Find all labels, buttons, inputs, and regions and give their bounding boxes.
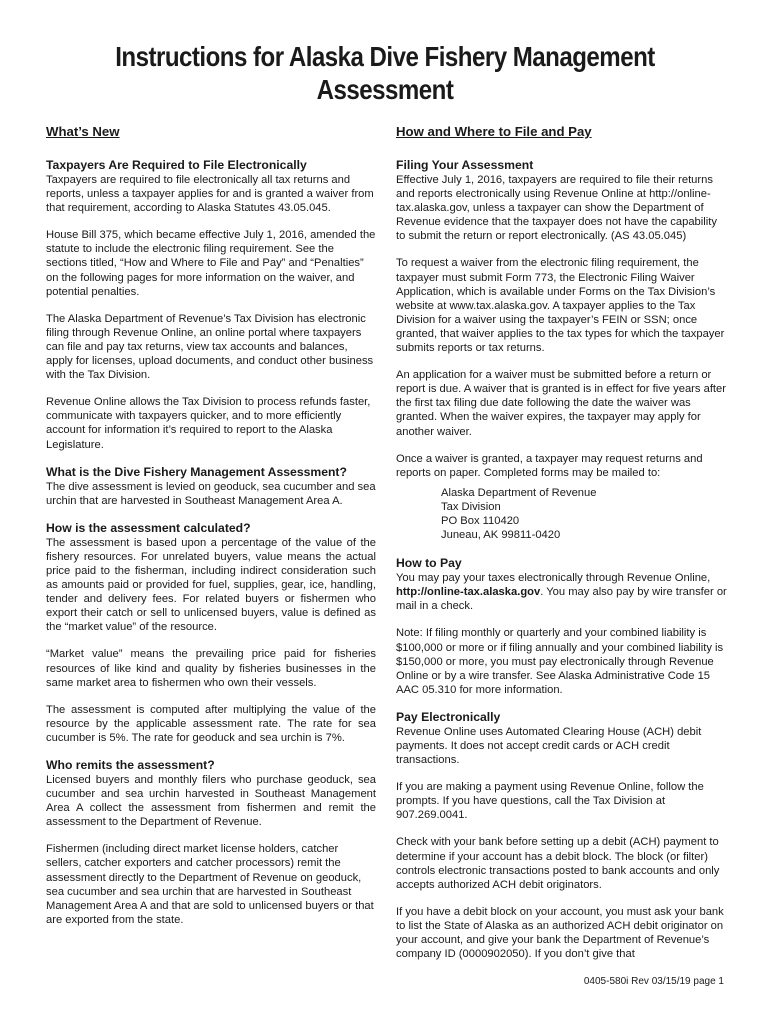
filing-paragraph-3: An application for a waiver must be submitted before a return or report is due. A waiver that is granted is in effect for five years after the first tax filing due date following the date the waiver was granted. When the waiver expires, the taxpayer may apply for another waiver. [396,369,726,438]
calculation-subheading: How is the assessment calculated? [46,520,251,535]
address-line: Alaska Department of Revenue [441,486,597,499]
pay-electronically-paragraph-1: Revenue Online uses Automated Clearing House (ACH) debit payments. It does not accept credit cards or ACH credit transactions. [396,725,702,767]
page-footer: 0405-580i Rev 03/15/19 page 1 [583,976,724,987]
revenue-online-link[interactable]: http://online-tax.alaska.gov [396,586,541,599]
address-line: Tax Division [441,500,501,513]
pay-electronically-paragraph-2: If you are making a payment using Revenue Online, follow the prompts. If you have questions, call the Tax Division at 907.269.0041. [396,781,704,822]
mailing-address [441,486,728,542]
calculation-paragraph-1: The assessment is based upon a percentage of the value of the fishery resources. For unrelated buyers, value means the actual price paid to the fisherman, including indirect consideration such as amounts paid or provided for fuel, supplies, gear, ice, handling, tender and delivery fees. For related buyers or fishermen who export their catch or sell to unlicensed buyers, value is defined as the “market value” of the resource. [46,536,376,634]
calculation-paragraph-3: The assessment is computed after multiplying the value of the resource by the applicable assessment rate. The rate for sea cucumber is 5%. The rate for geoduck and sea urchin is 7%. [46,703,376,744]
address-line: Juneau, AK 99811-0420 [441,529,561,542]
whats-new-heading: What’s New [46,124,120,139]
filing-paragraph-4: Once a waiver is granted, a taxpayer may request returns and reports on paper. Completed forms may be mailed to: [396,452,703,479]
filing-subheading: Filing Your Assessment [396,158,534,172]
left-column [46,124,376,940]
how-to-pay-paragraph-1 [396,571,728,613]
calculation-paragraph-2: “Market value” means the prevailing price paid for fisheries resources of like kind and quality by fisheries businesses in the same market area to fishermen who own their vessels. [46,648,376,689]
e-filing-paragraph-3: The Alaska Department of Revenue’s Tax Division has electronic filing through Revenue Online, an online portal where taxpayers can file and pay tax returns, view tax accounts and balances, apply for licenses, upload documents, and conduct other business with the Tax Division. [46,312,374,382]
filing-paragraph-1: Effective July 1, 2016, taxpayers are required to file their returns and reports electronically using Revenue Online at http://online-tax.alaska.gov, unless a taxpayer can show the Department of Revenue evidence that the taxpayer does not have the capability to submit the return or report electronically. (AS 43.05.045) [396,174,717,243]
how-to-pay-text-b: . You may also pay by wire transfer or mail in a check. [396,586,727,613]
assessment-definition-paragraph: The dive assessment is levied on geoduck, sea cucumber and sea urchin that are harvested in Southeast Management Area A. [46,480,376,507]
address-line: PO Box 110420 [441,514,520,527]
how-to-pay-subheading: How to Pay [396,556,462,571]
how-to-pay-paragraph-2: Note: If filing monthly or quarterly and your combined liability is $100,000 or more or if filing annually and your combined liability is $150,000 or more, you must pay electronically through Revenue Online or by a wire transfer. See Alaska Administrative Code 15 AAC 05.310 for more information. [396,627,724,696]
remitter-paragraph-1: Licensed buyers and monthly filers who purchase geoduck, sea cucumber and sea urchin harvested in Southeast Management Area A collect the assessment from fishermen and remit the assessment to the Department of Revenue. [46,774,376,829]
file-and-pay-heading: How and Where to File and Pay [396,124,592,139]
pay-electronically-paragraph-4: If you have a debit block on your account, you must ask your bank to list the State of Alaska as an authorized ACH debit originator on your account, and give your bank the Department of Revenue’s company ID (0000902050). If you don’t give that [396,905,724,961]
title-line-2: Assessment [316,74,454,105]
pay-electronically-subheading: Pay Electronically [396,709,501,724]
filing-paragraph-2: To request a waiver from the electronic filing requirement, the taxpayer must submit Form 773, the Electronic Filing Waiver Application, which is available under Forms on the Tax Division’s website at www.tax.alaska.gov. A taxpayer applies to the Tax Division for a waiver using the taxpayer’s FEIN or SSN; once granted, that waiver applies to the tax types for which the taxpayer submits reports or tax returns. [396,257,725,355]
remitter-subheading: Who remits the assessment? [46,758,215,772]
e-filing-paragraph-4: Revenue Online allows the Tax Division to process refunds faster, communicate with taxpayers quicker, and to more efficiently account for information it’s required to report to the Alaska Legislature. [46,396,371,451]
title-line-1: Instructions for Alaska Dive Fishery Management [115,41,655,72]
how-to-pay-text-a: You may pay your taxes electronically through Revenue Online, [396,572,711,585]
assessment-definition-subheading: What is the Dive Fishery Management Assessment? [46,464,347,479]
remitter-paragraph-2: Fishermen (including direct market license holders, catcher sellers, catcher exporters and catcher processors) remit the assessment directly to the Department of Revenue on geoduck, sea cucumber and sea urchin that are harvested in Southeast Management Area A and that are sold to unlicensed buyers or that are exported from the state. [46,843,374,926]
e-filing-paragraph-2: House Bill 375, which became effective July 1, 2016, amended the statute to include the electronic filing requirement. See the sections titled, “How and Where to File and Pay” and “Penalties” on the following pages for more information on the waiver, and potential penalties. [46,229,376,298]
page-title [88,40,681,106]
e-filing-subheading: Taxpayers Are Required to File Electronically [46,158,307,172]
pay-electronically-paragraph-3: Check with your bank before setting up a debit (ACH) payment to determine if your account has a debit block. The block (or filter) controls electronic transactions posted to bank accounts and only accepts authorized ACH debit originators. [396,836,720,891]
right-column [396,124,728,974]
e-filing-paragraph-1: Taxpayers are required to file electronically all tax returns and reports, unless a taxpayer applies for and is granted a waiver from that requirement, according to Alaska Statutes 43.05.045. [46,174,374,215]
